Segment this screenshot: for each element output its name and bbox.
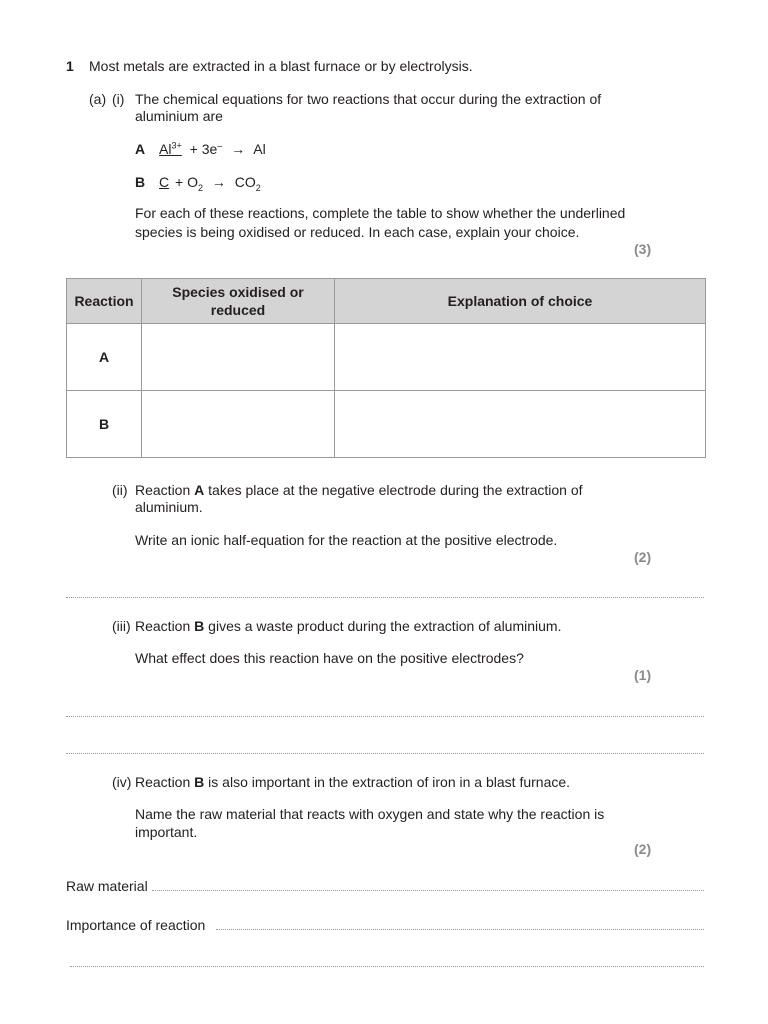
part-iii-text-line1: Reaction B gives a waste product during the extraction of aluminium.: [135, 618, 562, 634]
part-iv-text-line1: Reaction B is also important in the extraction of iron in a blast furnace.: [135, 774, 571, 790]
importance-label: Importance of reaction: [66, 917, 206, 933]
part-i-instruction-line2: species is being oxidised or reduced. In each case, explain your choice.: [135, 224, 580, 240]
equation-a-product: Al: [253, 141, 266, 157]
question-stem: Most metals are extracted in a blast furnace or by electrolysis.: [89, 58, 473, 74]
header-reaction: Reaction: [67, 279, 142, 324]
header-explanation: Explanation of choice: [335, 279, 706, 324]
equation-a-electrons: + 3e–: [189, 140, 223, 157]
part-iv-question-line1: Name the raw material that reacts with oxygen and state why the reaction is: [135, 806, 605, 822]
answer-line-iii-2[interactable]: [66, 753, 704, 754]
equation-a-letter: A: [135, 141, 146, 157]
marks-part-iv: (2): [634, 841, 652, 857]
answer-line-importance-2[interactable]: [70, 966, 704, 967]
part-ii-text-line2: aluminium.: [135, 499, 203, 515]
answer-cell-explanation-a[interactable]: [335, 324, 706, 391]
row-label-b: B: [67, 391, 142, 458]
answer-line-iii-1[interactable]: [66, 716, 704, 717]
answer-line-importance-1[interactable]: [216, 929, 704, 930]
part-i-instruction-line1: For each of these reactions, complete the table to show whether the underlined: [135, 205, 626, 221]
part-ii-label: (ii): [112, 482, 128, 498]
equation-b-species: C: [159, 174, 170, 190]
table-row: [67, 324, 706, 391]
part-iv-question-line2: important.: [135, 824, 198, 840]
raw-material-label: Raw material: [66, 878, 148, 894]
response-table: [66, 278, 706, 458]
table-row: [67, 391, 706, 458]
part-ii-question: Write an ionic half-equation for the reaction at the positive electrode.: [135, 532, 558, 548]
equation-a-species: $Al^{3+}$: [159, 140, 182, 157]
part-iii-question: What effect does this reaction have on the positive electrodes?: [135, 650, 524, 666]
equation-b: [135, 173, 261, 191]
part-a-label: (a): [89, 91, 107, 107]
marks-part-iii: (1): [634, 667, 652, 683]
header-species: Species oxidised or reduced: [142, 279, 335, 324]
arrow-icon: →: [231, 141, 246, 157]
answer-line-ii[interactable]: [66, 597, 704, 598]
answer-cell-explanation-b[interactable]: [335, 391, 706, 458]
equation-b-product: $CO_2$: [234, 174, 261, 193]
part-i-label: (i): [112, 91, 125, 107]
row-label-a: A: [67, 324, 142, 391]
arrow-icon: →: [211, 174, 226, 190]
equation-a: [135, 140, 266, 158]
marks-part-i: (3): [634, 241, 652, 257]
marks-part-ii: (2): [634, 549, 652, 565]
question-number: 1: [66, 58, 74, 74]
part-i-text-line1: The chemical equations for two reactions that occur during the extraction of: [135, 91, 602, 107]
part-iv-label: (iv): [112, 774, 132, 790]
equation-b-letter: B: [135, 174, 146, 190]
answer-line-raw-material[interactable]: [152, 890, 704, 891]
part-iii-label: (iii): [112, 618, 131, 634]
answer-cell-species-a[interactable]: [142, 324, 335, 391]
equation-b-oxygen: + $O_2$: [175, 174, 204, 193]
part-ii-text-line1: Reaction A takes place at the negative electrode during the extraction of: [135, 482, 583, 498]
part-i-text-line2: aluminium are: [135, 108, 223, 124]
table-header-row: [67, 279, 706, 324]
answer-cell-species-b[interactable]: [142, 391, 335, 458]
